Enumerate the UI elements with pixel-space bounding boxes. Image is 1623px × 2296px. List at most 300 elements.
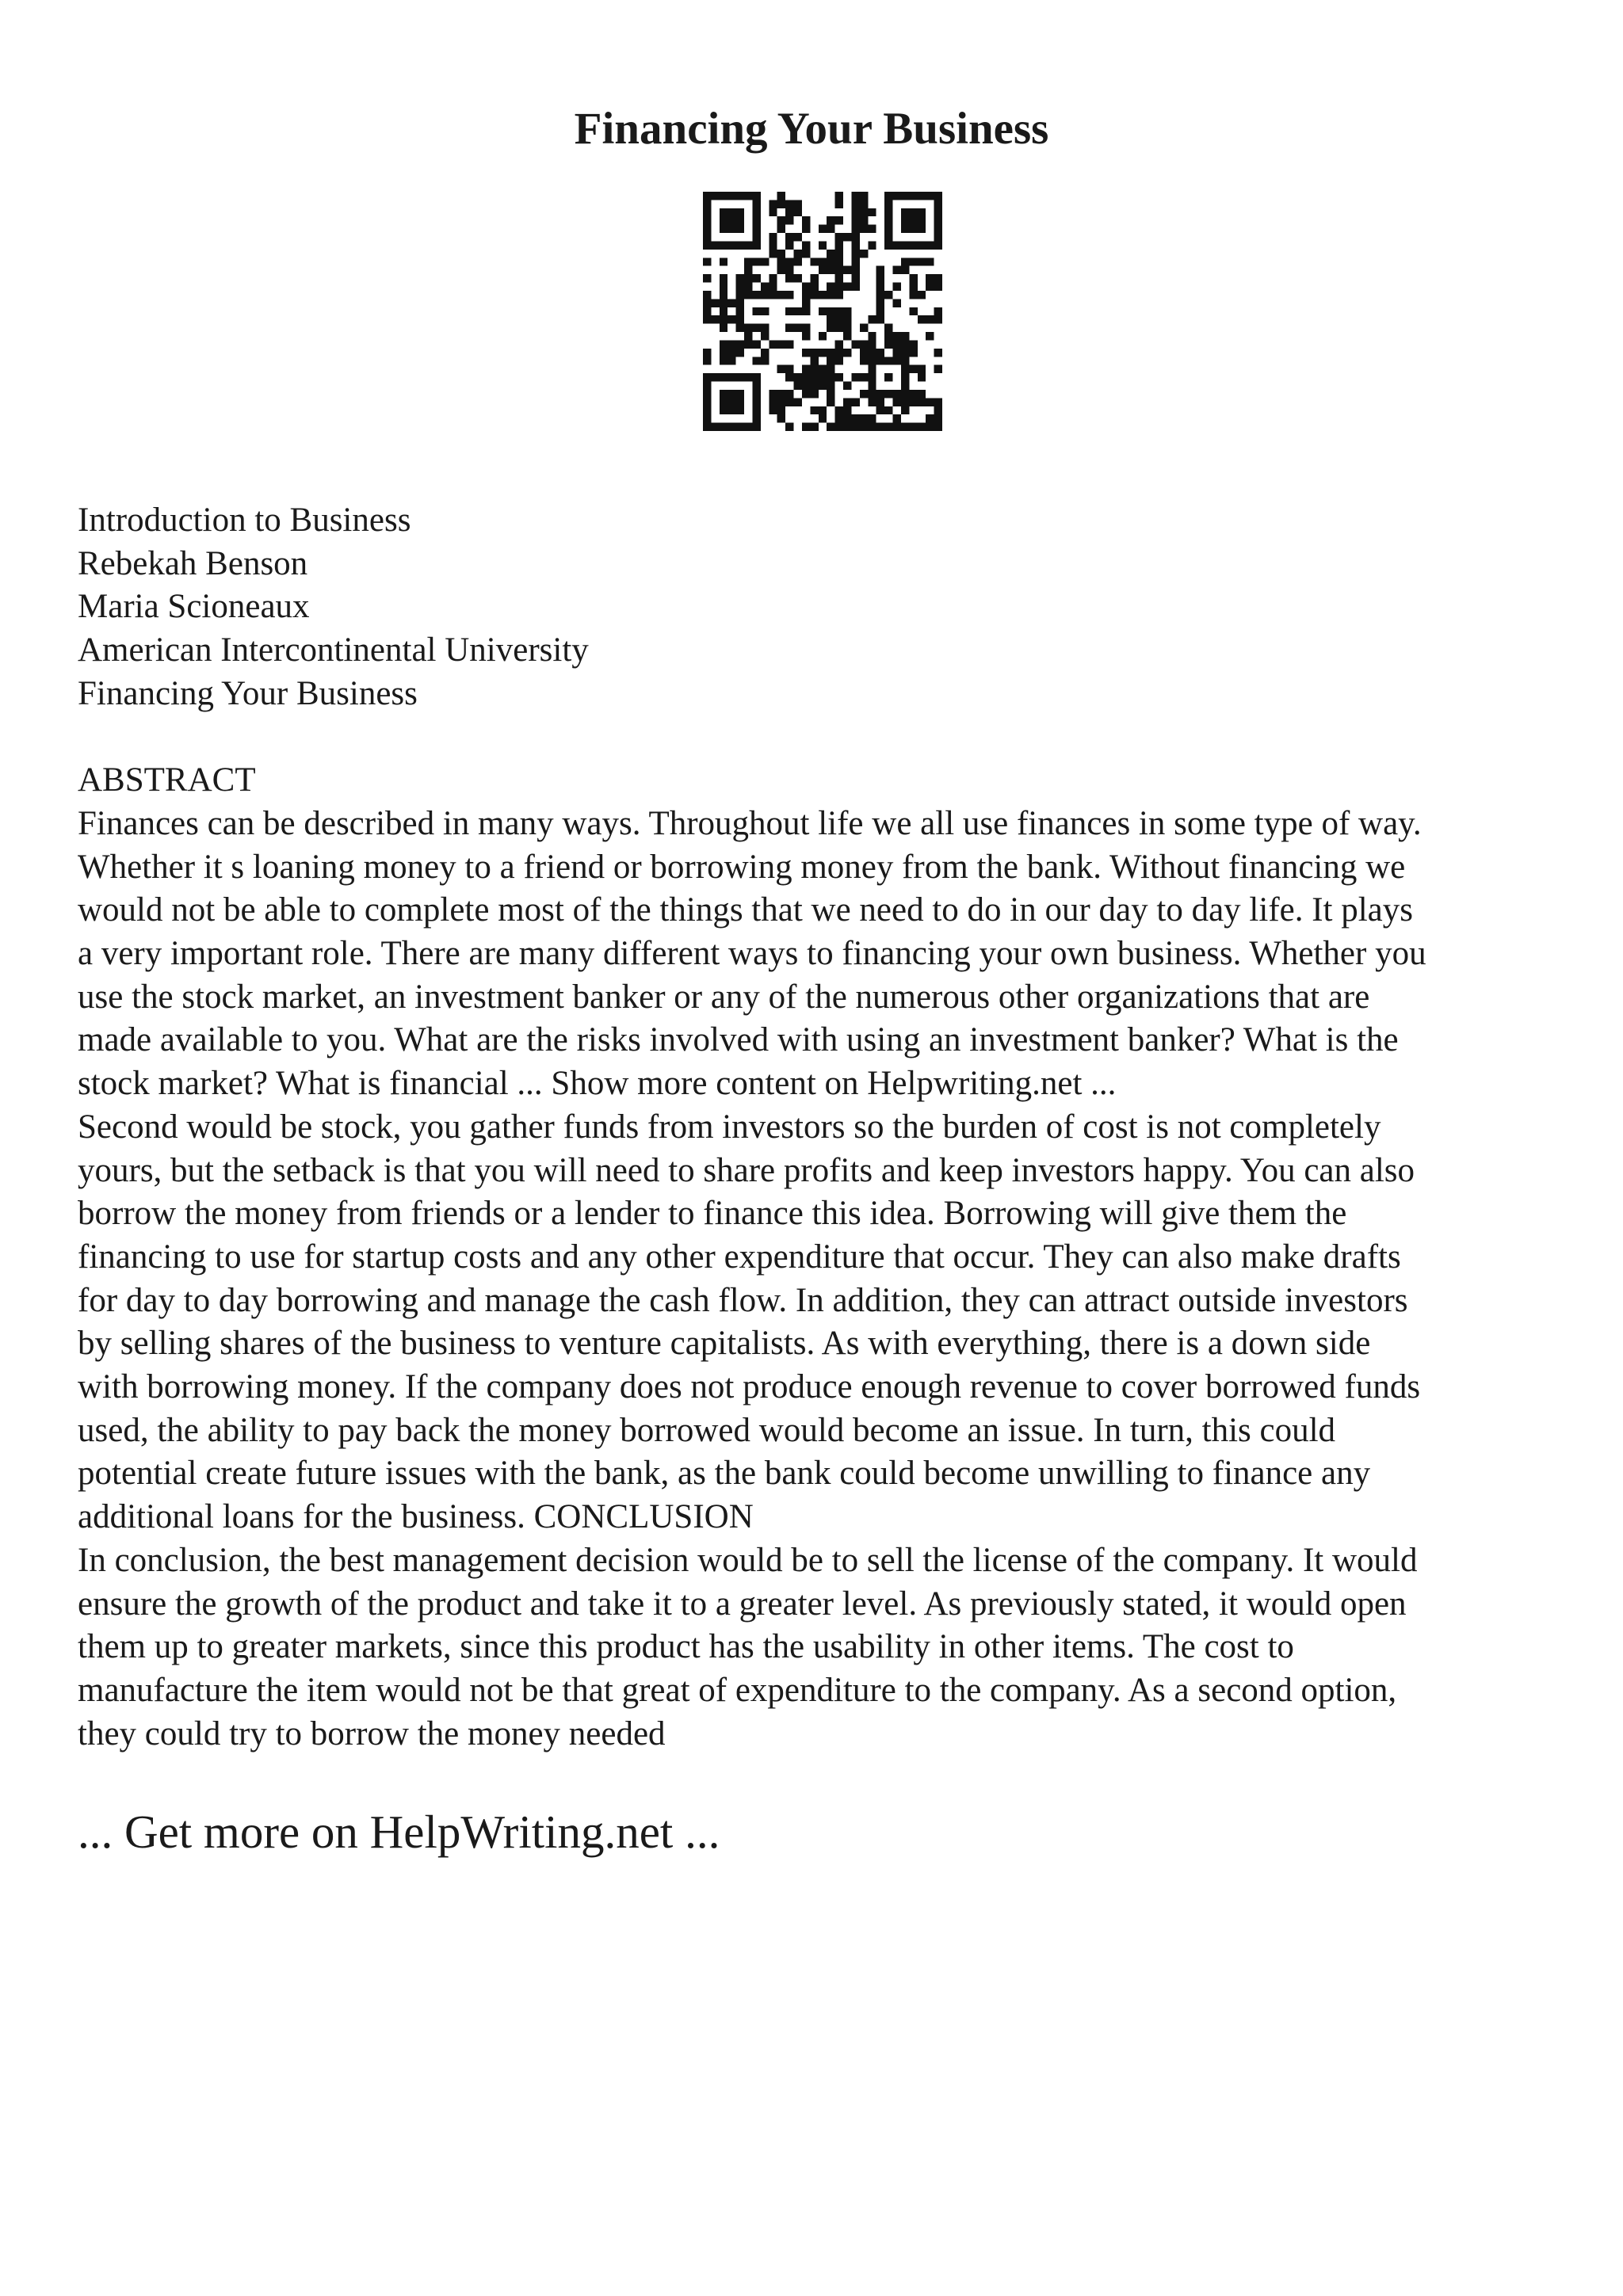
qr-module [819, 307, 827, 315]
qr-module [769, 200, 777, 208]
qr-module [909, 390, 917, 398]
qr-module [876, 349, 884, 357]
qr-module [835, 423, 843, 431]
qr-module [802, 332, 810, 340]
qr-module [860, 357, 868, 364]
qr-module [835, 241, 843, 249]
qr-module [843, 324, 851, 332]
qr-module [769, 398, 777, 406]
qr-module [860, 225, 868, 233]
qr-module [918, 390, 926, 398]
qr-module [810, 423, 818, 431]
qr-module [851, 257, 859, 265]
qr-module [769, 390, 777, 398]
qr-module [744, 324, 752, 332]
qr-module [843, 423, 851, 431]
paper-title: Financing Your Business [78, 674, 418, 712]
qr-module [752, 357, 760, 364]
qr-module [785, 257, 793, 265]
qr-module [827, 382, 834, 390]
qr-module [851, 373, 859, 381]
qr-module [736, 291, 744, 299]
qr-module [827, 266, 834, 274]
qr-module [777, 266, 785, 274]
qr-module [761, 257, 769, 265]
qr-module [785, 291, 793, 299]
qr-module [827, 250, 834, 257]
body-line: borrow the money from friends or a lender to finance this idea. Borrowing will give them the [78, 1195, 1347, 1233]
qr-module [868, 340, 876, 348]
qr-module [860, 373, 868, 381]
qr-module [876, 274, 884, 282]
qr-module [720, 299, 727, 307]
qr-module [860, 340, 868, 348]
qr-module [761, 357, 769, 364]
qr-module [843, 332, 851, 340]
qr-module [752, 324, 760, 332]
qr-module [835, 315, 843, 323]
qr-module [901, 266, 909, 274]
qr-module [934, 414, 942, 422]
qr-module [884, 423, 892, 431]
qr-module [819, 257, 827, 265]
qr-module [827, 315, 834, 323]
qr-module [901, 332, 909, 340]
qr-module [785, 423, 793, 431]
qr-module [843, 349, 851, 357]
qr-module [868, 225, 876, 233]
qr-module [785, 216, 793, 224]
qr-module [893, 398, 901, 406]
qr-module [934, 283, 942, 291]
qr-module [752, 340, 760, 348]
qr-module [769, 208, 777, 216]
qr-module [860, 324, 868, 332]
qr-module [794, 373, 802, 381]
qr-module [876, 291, 884, 299]
qr-module [918, 291, 926, 299]
qr-module [843, 266, 851, 274]
qr-module [802, 373, 810, 381]
qr-module [769, 283, 777, 291]
qr-module [720, 324, 727, 332]
qr-module [827, 373, 834, 381]
qr-module [860, 216, 868, 224]
qr-module [785, 324, 793, 332]
qr-module [802, 241, 810, 249]
qr-module [785, 373, 793, 381]
qr-module [868, 414, 876, 422]
qr-module [860, 192, 868, 200]
qr-module [835, 283, 843, 291]
qr-module [827, 257, 834, 265]
qr-module [802, 307, 810, 315]
qr-module [893, 332, 901, 340]
qr-module [810, 365, 818, 373]
qr-module [794, 307, 802, 315]
qr-module [736, 315, 744, 323]
qr-module [835, 349, 843, 357]
qr-module [752, 291, 760, 299]
qr-module [744, 340, 752, 348]
qr-module [827, 225, 834, 233]
qr-module [827, 398, 834, 406]
qr-module [720, 315, 727, 323]
qr-module [884, 340, 892, 348]
qr-module [827, 216, 834, 224]
qr-code-graphic [703, 192, 942, 431]
qr-module [835, 357, 843, 364]
qr-module [744, 283, 752, 291]
qr-module [835, 373, 843, 381]
qr-module [720, 357, 727, 364]
qr-module [909, 307, 917, 315]
qr-module [868, 315, 876, 323]
qr-module [827, 357, 834, 364]
qr-module [810, 283, 818, 291]
document-body [78, 499, 1568, 1756]
qr-module [901, 349, 909, 357]
qr-module [794, 324, 802, 332]
qr-module [785, 365, 793, 373]
qr-module [876, 398, 884, 406]
qr-module [835, 266, 843, 274]
qr-module [810, 382, 818, 390]
qr-module [736, 283, 744, 291]
qr-module [909, 340, 917, 348]
qr-module [851, 414, 859, 422]
qr-module [835, 192, 843, 200]
qr-module [736, 340, 744, 348]
qr-module [851, 225, 859, 233]
qr-module [720, 274, 727, 282]
qr-module [810, 406, 818, 414]
qr-module [827, 324, 834, 332]
qr-module [860, 200, 868, 208]
qr-module [926, 414, 934, 422]
qr-module [868, 349, 876, 357]
qr-module [868, 332, 876, 340]
qr-module [901, 257, 909, 265]
qr-module [785, 398, 793, 406]
qr-module [777, 398, 785, 406]
qr-module [752, 307, 760, 315]
qr-module [843, 307, 851, 315]
qr-module [868, 423, 876, 431]
qr-module [851, 266, 859, 274]
qr-module [926, 332, 934, 340]
qr-module [843, 398, 851, 406]
qr-module [918, 257, 926, 265]
body-line: a very important role. There are many different ways to financing your own business. Whether you [78, 935, 1426, 973]
qr-module [802, 324, 810, 332]
qr-module [785, 266, 793, 274]
qr-module [934, 349, 942, 357]
qr-module [810, 390, 818, 398]
qr-module [711, 315, 719, 323]
qr-module [909, 283, 917, 291]
qr-module [785, 208, 793, 216]
qr-module [843, 315, 851, 323]
qr-module [843, 414, 851, 422]
qr-module [876, 299, 884, 307]
qr-module [835, 291, 843, 299]
qr-module [802, 299, 810, 307]
qr-module [761, 324, 769, 332]
qr-module [727, 357, 735, 364]
qr-module [785, 200, 793, 208]
qr-module [819, 373, 827, 381]
qr-module [794, 233, 802, 241]
qr-module [884, 332, 892, 340]
qr-module [909, 274, 917, 282]
qr-module [827, 291, 834, 299]
qr-module [810, 291, 818, 299]
qr-module [727, 349, 735, 357]
qr-module [876, 283, 884, 291]
qr-module [851, 192, 859, 200]
qr-module [736, 307, 744, 315]
qr-module [934, 423, 942, 431]
qr-module [744, 291, 752, 299]
qr-module [893, 414, 901, 422]
qr-module [835, 200, 843, 208]
qr-module [819, 332, 827, 340]
qr-module [744, 274, 752, 282]
qr-module [761, 291, 769, 299]
qr-module [777, 390, 785, 398]
qr-module [785, 340, 793, 348]
qr-module [819, 349, 827, 357]
qr-module [918, 365, 926, 373]
qr-module [827, 349, 834, 357]
qr-module [926, 274, 934, 282]
qr-module [893, 283, 901, 291]
body-line: for day to day borrowing and manage the cash flow. In addition, they can attract outside investors [78, 1281, 1408, 1319]
qr-module [720, 349, 727, 357]
qr-module [860, 250, 868, 257]
qr-module [761, 332, 769, 340]
qr-module [909, 365, 917, 373]
qr-module [769, 340, 777, 348]
qr-module [777, 340, 785, 348]
qr-module [893, 423, 901, 431]
qr-module [794, 257, 802, 265]
qr-module [835, 250, 843, 257]
qr-module [761, 283, 769, 291]
body-line: In conclusion, the best management decision would be to sell the license of the company. It would [78, 1541, 1418, 1579]
qr-module [934, 398, 942, 406]
qr-module [761, 349, 769, 357]
qr-module [761, 307, 769, 315]
qr-module [926, 257, 934, 265]
qr-module [835, 216, 843, 224]
body-line: used, the ability to pay back the money borrowed would become an issue. In turn, this could [78, 1411, 1336, 1449]
qr-module [851, 398, 859, 406]
qr-module [802, 283, 810, 291]
qr-module [711, 299, 719, 307]
qr-module [827, 307, 834, 315]
qr-module [769, 274, 777, 282]
qr-module [802, 382, 810, 390]
qr-module [785, 390, 793, 398]
qr-alignment-pattern [884, 373, 892, 381]
qr-module [785, 274, 793, 282]
qr-module [835, 233, 843, 241]
instructor-name: Maria Scioneaux [78, 588, 310, 626]
qr-module [703, 291, 711, 299]
qr-module [851, 233, 859, 241]
qr-module [909, 257, 917, 265]
qr-module [703, 357, 711, 364]
qr-module [810, 274, 818, 282]
qr-module [860, 349, 868, 357]
qr-module [860, 414, 868, 422]
qr-module [934, 274, 942, 282]
qr-module [827, 283, 834, 291]
qr-module [777, 192, 785, 200]
qr-module [810, 373, 818, 381]
qr-module [794, 208, 802, 216]
qr-module [909, 349, 917, 357]
qr-module [884, 291, 892, 299]
qr-module [819, 406, 827, 414]
qr-module [918, 423, 926, 431]
qr-module [876, 315, 884, 323]
qr-module [918, 398, 926, 406]
qr-module [777, 365, 785, 373]
qr-module [777, 225, 785, 233]
qr-module [703, 299, 711, 307]
body-line: they could try to borrow the money needed [78, 1714, 666, 1753]
qr-module [777, 200, 785, 208]
qr-module [819, 266, 827, 274]
qr-module [703, 315, 711, 323]
qr-module [926, 283, 934, 291]
qr-module [819, 365, 827, 373]
qr-module [876, 307, 884, 315]
qr-module [827, 423, 834, 431]
qr-module [851, 200, 859, 208]
qr-module [777, 257, 785, 265]
qr-module [893, 340, 901, 348]
qr-module [884, 406, 892, 414]
qr-module [703, 274, 711, 282]
qr-module [777, 406, 785, 414]
qr-module [934, 406, 942, 414]
qr-module [851, 241, 859, 249]
qr-module [843, 406, 851, 414]
qr-module [851, 216, 859, 224]
qr-module [909, 398, 917, 406]
qr-module [835, 274, 843, 282]
qr-module [752, 257, 760, 265]
qr-module [876, 406, 884, 414]
qr-module [835, 414, 843, 422]
qr-module [893, 299, 901, 307]
qr-module [860, 390, 868, 398]
qr-module [769, 291, 777, 299]
qr-module [819, 241, 827, 249]
qr-module [843, 283, 851, 291]
qr-module [802, 365, 810, 373]
qr-module [926, 423, 934, 431]
qr-module [934, 315, 942, 323]
qr-module [769, 233, 777, 241]
qr-module [901, 340, 909, 348]
qr-module [843, 233, 851, 241]
qr-module [851, 208, 859, 216]
qr-module [926, 398, 934, 406]
spacer [78, 716, 1568, 760]
qr-module [769, 406, 777, 414]
qr-module [860, 423, 868, 431]
body-line: Second would be stock, you gather funds from investors so the burden of cost is not completely [78, 1108, 1381, 1146]
qr-module [934, 307, 942, 315]
qr-module [876, 266, 884, 274]
qr-module [909, 423, 917, 431]
qr-module [819, 382, 827, 390]
qr-module [802, 390, 810, 398]
qr-module [835, 340, 843, 348]
qr-module [802, 291, 810, 299]
qr-module [794, 382, 802, 390]
body-line: manufacture the item would not be that great of expenditure to the company. As a second option, [78, 1671, 1397, 1709]
qr-module [785, 307, 793, 315]
qr-module [868, 208, 876, 216]
qr-module [727, 315, 735, 323]
qr-module [720, 283, 727, 291]
qr-module [884, 324, 892, 332]
qr-module [744, 332, 752, 340]
qr-module [868, 398, 876, 406]
body-line: with borrowing money. If the company does not produce enough revenue to cover borrowed funds [78, 1368, 1421, 1406]
qr-module [720, 257, 727, 265]
qr-code-icon[interactable] [703, 192, 942, 431]
body-line: Whether it s loaning money to a friend or borrowing money from the bank. Without financing we [78, 848, 1406, 886]
qr-module [703, 307, 711, 315]
qr-module [777, 216, 785, 224]
qr-module [736, 274, 744, 282]
qr-module [802, 216, 810, 224]
qr-module [901, 398, 909, 406]
qr-module [835, 324, 843, 332]
qr-module [703, 257, 711, 265]
qr-module [794, 200, 802, 208]
qr-module [727, 299, 735, 307]
qr-module [860, 208, 868, 216]
qr-module [777, 414, 785, 422]
qr-module [901, 406, 909, 414]
body-line: financing to use for startup costs and any other expenditure that occur. They can also make drafts [78, 1238, 1401, 1276]
qr-module [851, 274, 859, 282]
qr-module [785, 241, 793, 249]
body-line: stock market? What is financial ... Show more content on Helpwriting.net ... [78, 1065, 1117, 1103]
qr-module [918, 373, 926, 381]
course-name: Introduction to Business [78, 502, 411, 539]
qr-module [843, 382, 851, 390]
qr-module [835, 257, 843, 265]
document-title: Financing Your Business [574, 104, 1049, 154]
qr-module [736, 349, 744, 357]
qr-module [802, 423, 810, 431]
qr-module [794, 274, 802, 282]
get-more-link[interactable]: ... Get more on HelpWriting.net ... [78, 1806, 720, 1858]
qr-module [802, 250, 810, 257]
abstract-heading: ABSTRACT [78, 761, 256, 799]
qr-module [777, 291, 785, 299]
qr-module [810, 357, 818, 364]
